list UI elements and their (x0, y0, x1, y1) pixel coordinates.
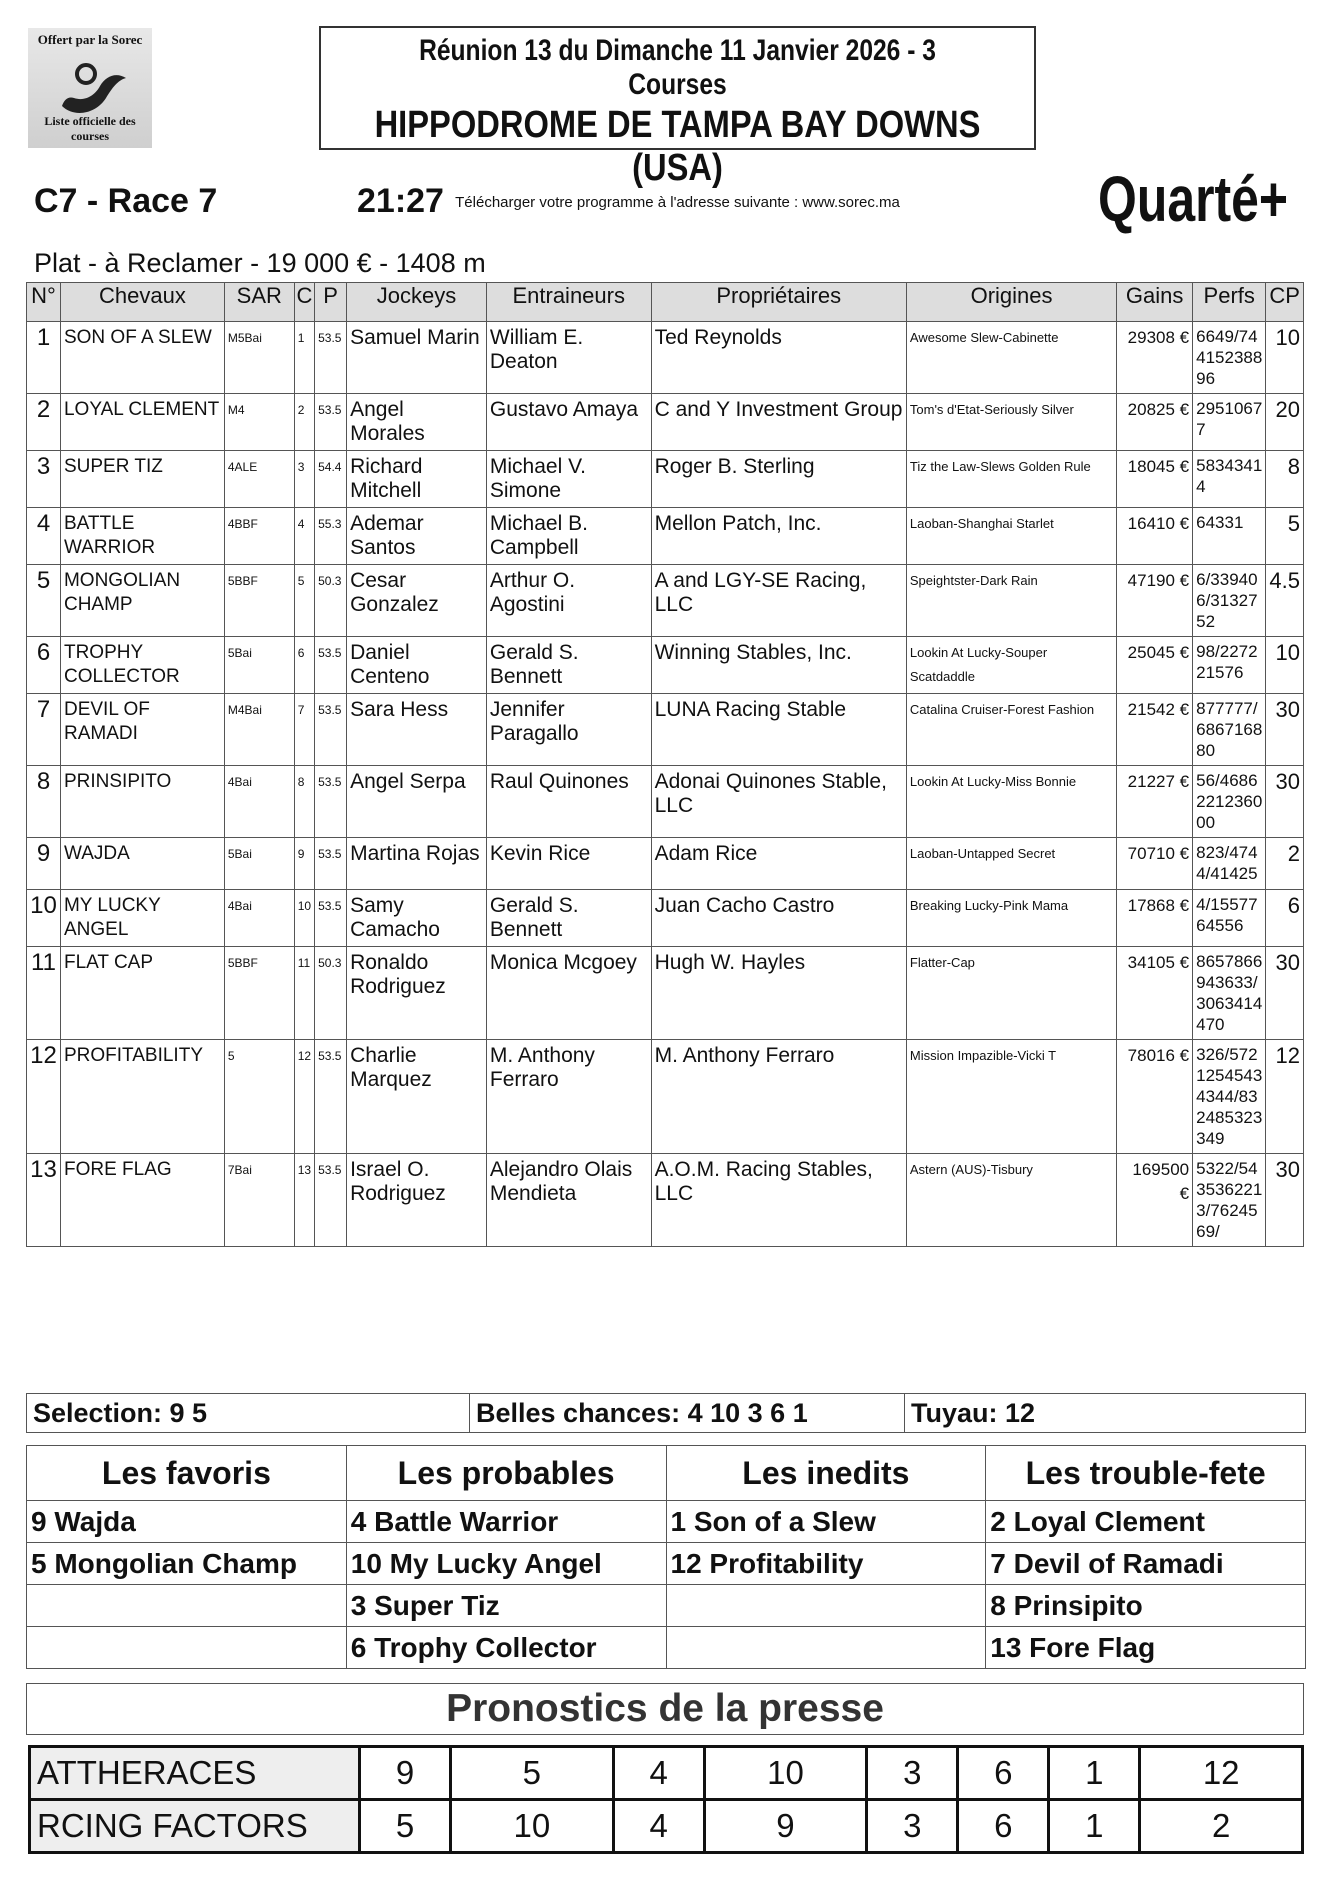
runner-row (27, 766, 1304, 838)
runner-sar: 5BBF (224, 947, 294, 1040)
runner-c: 3 (294, 451, 314, 508)
runner-row (27, 451, 1304, 508)
runner-gains: 34105 € (1117, 947, 1193, 1040)
runner-n: 6 (27, 637, 61, 694)
runner-gains: 47190 € (1117, 565, 1193, 637)
category-entry: 4 Battle Warrior (346, 1501, 666, 1543)
runner-jockey: Charlie Marquez (347, 1040, 487, 1154)
runner-owner: Juan Cacho Castro (651, 890, 906, 947)
runner-perfs: 6649/74 4152388 96 (1193, 322, 1266, 394)
runner-c: 7 (294, 694, 314, 766)
category-row (27, 1627, 1306, 1669)
runner-trainer: Monica Mcgoey (486, 947, 651, 1040)
runner-n: 2 (27, 394, 61, 451)
runner-owner: M. Anthony Ferraro (651, 1040, 906, 1154)
runner-gains: 78016 € (1117, 1040, 1193, 1154)
runner-cp: 8 (1266, 451, 1304, 508)
press-pick: 1 (1049, 1747, 1140, 1800)
runner-gains: 21542 € (1117, 694, 1193, 766)
runner-horse: WAJDA (60, 838, 224, 890)
runner-gains: 70710 € (1117, 838, 1193, 890)
runner-origins: Lookin At Lucky-Miss Bonnie (906, 766, 1116, 838)
bet-type: Quarté+ (1098, 163, 1289, 235)
runner-owner: Adonai Quinones Stable, LLC (651, 766, 906, 838)
category-row (27, 1501, 1306, 1543)
runner-c: 10 (294, 890, 314, 947)
runner-sar: 5Bai (224, 838, 294, 890)
categories-header-row (27, 1446, 1306, 1501)
runner-horse: PROFITABILITY (60, 1040, 224, 1154)
runner-p: 53.5 (315, 394, 347, 451)
category-entry: 1 Son of a Slew (666, 1501, 986, 1543)
category-entry (666, 1585, 986, 1627)
runner-gains: 21227 € (1117, 766, 1193, 838)
venue-title: HIPPODROME DE TAMPA BAY DOWNS (USA) (374, 104, 981, 189)
runner-trainer: M. Anthony Ferraro (486, 1040, 651, 1154)
runner-perfs: 877777/ 6867168 80 (1193, 694, 1266, 766)
runner-n: 9 (27, 838, 61, 890)
runner-c: 1 (294, 322, 314, 394)
runner-n: 10 (27, 890, 61, 947)
runner-n: 8 (27, 766, 61, 838)
runner-horse: FORE FLAG (60, 1154, 224, 1247)
press-pick: 10 (704, 1747, 867, 1800)
runner-perfs: 823/474 4/41425 (1193, 838, 1266, 890)
press-pick: 10 (451, 1800, 614, 1853)
runner-n: 5 (27, 565, 61, 637)
runner-p: 53.5 (315, 1040, 347, 1154)
runner-p: 53.5 (315, 766, 347, 838)
runner-origins: Breaking Lucky-Pink Mama (906, 890, 1116, 947)
runner-perfs: 6/33940 6/31327 52 (1193, 565, 1266, 637)
press-pick: 9 (704, 1800, 867, 1853)
runner-cp: 6 (1266, 890, 1304, 947)
column-header: P (315, 283, 347, 322)
runner-perfs: 56/4686 2212360 00 (1193, 766, 1266, 838)
runner-trainer: Gustavo Amaya (486, 394, 651, 451)
runner-owner: A.O.M. Racing Stables, LLC (651, 1154, 906, 1247)
runner-owner: C and Y Investment Group (651, 394, 906, 451)
runner-origins: Mission Impazible-Vicki T (906, 1040, 1116, 1154)
belles-chances: Belles chances: 4 10 3 6 1 (470, 1394, 905, 1432)
sorec-logo (28, 28, 152, 148)
runner-jockey: Samuel Marin (347, 322, 487, 394)
column-header: Propriétaires (651, 283, 906, 322)
press-pick: 6 (958, 1747, 1049, 1800)
runner-row (27, 394, 1304, 451)
runner-c: 12 (294, 1040, 314, 1154)
runner-cp: 5 (1266, 508, 1304, 565)
runner-sar: 7Bai (224, 1154, 294, 1247)
category-entry (666, 1627, 986, 1669)
runner-horse: MONGOLIAN CHAMP (60, 565, 224, 637)
table-header-row (27, 283, 1304, 322)
runner-origins: Lookin At Lucky-Souper Scatdaddle (906, 637, 1116, 694)
runner-trainer: Gerald S. Bennett (486, 890, 651, 947)
runner-jockey: Angel Serpa (347, 766, 487, 838)
category-entry: 3 Super Tiz (346, 1585, 666, 1627)
category-entry: 12 Profitability (666, 1543, 986, 1585)
press-pick: 6 (958, 1800, 1049, 1853)
press-pick: 1 (1049, 1800, 1140, 1853)
runner-p: 53.5 (315, 322, 347, 394)
runner-jockey: Martina Rojas (347, 838, 487, 890)
category-row (27, 1585, 1306, 1627)
runner-origins: Awesome Slew-Cabinette (906, 322, 1116, 394)
category-row (27, 1543, 1306, 1585)
race-code: C7 - Race 7 (34, 182, 218, 220)
column-header: C (294, 283, 314, 322)
press-pick: 3 (867, 1747, 958, 1800)
runner-sar: M5Bai (224, 322, 294, 394)
runner-origins: Tom's d'Etat-Seriously Silver (906, 394, 1116, 451)
column-header: Gains (1117, 283, 1193, 322)
runner-n: 7 (27, 694, 61, 766)
press-pick: 12 (1140, 1747, 1303, 1800)
runner-row (27, 947, 1304, 1040)
category-entry: 2 Loyal Clement (986, 1501, 1306, 1543)
runner-owner: Hugh W. Hayles (651, 947, 906, 1040)
runner-p: 53.5 (315, 637, 347, 694)
press-source: RCING FACTORS (30, 1800, 360, 1853)
runner-p: 53.5 (315, 694, 347, 766)
runner-sar: 5BBF (224, 565, 294, 637)
runner-jockey: Angel Morales (347, 394, 487, 451)
press-pick: 9 (360, 1747, 451, 1800)
runner-row (27, 322, 1304, 394)
runner-owner: Adam Rice (651, 838, 906, 890)
selection: Selection: 9 5 (27, 1394, 470, 1432)
runner-jockey: Cesar Gonzalez (347, 565, 487, 637)
runners-table (26, 282, 1304, 1247)
runner-trainer: Jennifer Paragallo (486, 694, 651, 766)
runner-owner: A and LGY-SE Racing, LLC (651, 565, 906, 637)
runner-trainer: Gerald S. Bennett (486, 637, 651, 694)
race-time: 21:27 (357, 182, 444, 220)
runner-jockey: Sara Hess (347, 694, 487, 766)
runner-row (27, 637, 1304, 694)
category-header: Les probables (346, 1446, 666, 1501)
runner-cp: 30 (1266, 694, 1304, 766)
category-entry: 8 Prinsipito (986, 1585, 1306, 1627)
runner-cp: 30 (1266, 766, 1304, 838)
runner-origins: Flatter-Cap (906, 947, 1116, 1040)
runner-origins: Catalina Cruiser-Forest Fashion (906, 694, 1116, 766)
runner-trainer: Arthur O. Agostini (486, 565, 651, 637)
column-header: Chevaux (60, 283, 224, 322)
category-entry: 7 Devil of Ramadi (986, 1543, 1306, 1585)
runner-n: 12 (27, 1040, 61, 1154)
runner-c: 2 (294, 394, 314, 451)
runner-sar: 5Bai (224, 637, 294, 694)
race-conditions: Plat - à Reclamer - 19 000 € - 1408 m (34, 248, 486, 278)
runner-p: 50.3 (315, 565, 347, 637)
press-row (30, 1747, 1303, 1800)
runner-c: 11 (294, 947, 314, 1040)
runner-row (27, 890, 1304, 947)
runner-trainer: Kevin Rice (486, 838, 651, 890)
press-source: ATTHERACES (30, 1747, 360, 1800)
runner-horse: TROPHY COLLECTOR (60, 637, 224, 694)
runner-origins: Tiz the Law-Slews Golden Rule (906, 451, 1116, 508)
runner-horse: DEVIL OF RAMADI (60, 694, 224, 766)
runner-sar: 4Bai (224, 890, 294, 947)
selection-bar (26, 1393, 1306, 1433)
runner-p: 55.3 (315, 508, 347, 565)
runner-cp: 30 (1266, 947, 1304, 1040)
runner-n: 13 (27, 1154, 61, 1247)
category-entry (27, 1627, 347, 1669)
runner-trainer: Michael V. Simone (486, 451, 651, 508)
press-pick: 2 (1140, 1800, 1303, 1853)
runner-trainer: Alejandro Olais Mendieta (486, 1154, 651, 1247)
runner-jockey: Richard Mitchell (347, 451, 487, 508)
runner-perfs: 5834341 4 (1193, 451, 1266, 508)
runner-perfs: 8657866 943633/ 3063414 470 (1193, 947, 1266, 1040)
runner-cp: 4.5 (1266, 565, 1304, 637)
column-header: Entraineurs (486, 283, 651, 322)
category-entry: 13 Fore Flag (986, 1627, 1306, 1669)
runner-trainer: Raul Quinones (486, 766, 651, 838)
press-pick: 3 (867, 1800, 958, 1853)
runner-gains: 169500 € (1117, 1154, 1193, 1247)
runner-sar: 4Bai (224, 766, 294, 838)
runner-perfs: 64331 (1193, 508, 1266, 565)
runner-c: 5 (294, 565, 314, 637)
runner-jockey: Israel O. Rodriguez (347, 1154, 487, 1247)
runner-sar: 4BBF (224, 508, 294, 565)
runner-origins: Laoban-Shanghai Starlet (906, 508, 1116, 565)
runner-c: 9 (294, 838, 314, 890)
runner-p: 50.3 (315, 947, 347, 1040)
runner-perfs: 98/2272 21576 (1193, 637, 1266, 694)
runner-row (27, 838, 1304, 890)
runner-cp: 30 (1266, 1154, 1304, 1247)
tuyau: Tuyau: 12 (911, 1398, 1036, 1428)
runner-gains: 16410 € (1117, 508, 1193, 565)
runner-n: 4 (27, 508, 61, 565)
runner-perfs: 4/15577 64556 (1193, 890, 1266, 947)
runner-origins: Astern (AUS)-Tisbury (906, 1154, 1116, 1247)
runner-jockey: Ronaldo Rodriguez (347, 947, 487, 1040)
category-entry: 10 My Lucky Angel (346, 1543, 666, 1585)
runner-p: 54.4 (315, 451, 347, 508)
runner-jockey: Ademar Santos (347, 508, 487, 565)
runner-perfs: 326/572 1254543 4344/83 2485323 349 (1193, 1040, 1266, 1154)
runner-c: 4 (294, 508, 314, 565)
category-header: Les favoris (27, 1446, 347, 1501)
category-entry: 9 Wajda (27, 1501, 347, 1543)
runner-horse: SON OF A SLEW (60, 322, 224, 394)
logo-bottom-text: Liste officielle des courses (44, 114, 136, 143)
runner-trainer: William E. Deaton (486, 322, 651, 394)
runner-horse: LOYAL CLEMENT (60, 394, 224, 451)
runner-cp: 2 (1266, 838, 1304, 890)
runner-horse: SUPER TIZ (60, 451, 224, 508)
runner-horse: PRINSIPITO (60, 766, 224, 838)
runner-p: 53.5 (315, 890, 347, 947)
runner-horse: BATTLE WARRIOR (60, 508, 224, 565)
runner-perfs: 5322/54 3536221 3/76245 69/ (1193, 1154, 1266, 1247)
runner-owner: Mellon Patch, Inc. (651, 508, 906, 565)
runner-trainer: Michael B. Campbell (486, 508, 651, 565)
runner-cp: 10 (1266, 637, 1304, 694)
runner-c: 6 (294, 637, 314, 694)
runner-origins: Laoban-Untapped Secret (906, 838, 1116, 890)
runner-owner: LUNA Racing Stable (651, 694, 906, 766)
runner-c: 8 (294, 766, 314, 838)
runner-jockey: Samy Camacho (347, 890, 487, 947)
categories-table (26, 1445, 1306, 1669)
category-header: Les inedits (666, 1446, 986, 1501)
download-note: Télécharger votre programme à l'adresse suivante : www.sorec.ma (455, 194, 900, 211)
runner-row (27, 1154, 1304, 1247)
runner-row (27, 694, 1304, 766)
press-pick: 5 (451, 1747, 614, 1800)
meeting-title: Réunion 13 du Dimanche 11 Janvier 2026 - 3 Courses (419, 34, 936, 101)
runner-sar: M4 (224, 394, 294, 451)
runner-p: 53.5 (315, 838, 347, 890)
category-header: Les trouble-fete (986, 1446, 1306, 1501)
press-pick: 4 (613, 1800, 704, 1853)
column-header: N° (27, 283, 61, 322)
column-header: CP (1266, 283, 1304, 322)
runner-gains: 25045 € (1117, 637, 1193, 694)
column-header: Jockeys (347, 283, 487, 322)
runner-horse: MY LUCKY ANGEL (60, 890, 224, 947)
runner-row (27, 508, 1304, 565)
runner-cp: 20 (1266, 394, 1304, 451)
category-entry: 5 Mongolian Champ (27, 1543, 347, 1585)
horse-emblem-icon (56, 58, 128, 120)
runner-n: 1 (27, 322, 61, 394)
column-header: Perfs (1193, 283, 1266, 322)
runner-sar: M4Bai (224, 694, 294, 766)
press-title: Pronostics de la presse (26, 1683, 1304, 1735)
category-entry: 6 Trophy Collector (346, 1627, 666, 1669)
runner-p: 53.5 (315, 1154, 347, 1247)
runner-perfs: 2951067 7 (1193, 394, 1266, 451)
press-row (30, 1800, 1303, 1853)
press-pick: 5 (360, 1800, 451, 1853)
runner-gains: 17868 € (1117, 890, 1193, 947)
runner-owner: Ted Reynolds (651, 322, 906, 394)
runner-horse: FLAT CAP (60, 947, 224, 1040)
runner-gains: 29308 € (1117, 322, 1193, 394)
logo-top-text: Offert par la Sorec (37, 32, 143, 47)
runner-cp: 10 (1266, 322, 1304, 394)
press-table (28, 1745, 1304, 1854)
runner-n: 3 (27, 451, 61, 508)
runner-n: 11 (27, 947, 61, 1040)
runner-c: 13 (294, 1154, 314, 1247)
runner-sar: 4ALE (224, 451, 294, 508)
runner-owner: Winning Stables, Inc. (651, 637, 906, 694)
runner-cp: 12 (1266, 1040, 1304, 1154)
runner-sar: 5 (224, 1040, 294, 1154)
runner-gains: 18045 € (1117, 451, 1193, 508)
runner-row (27, 1040, 1304, 1154)
column-header: SAR (224, 283, 294, 322)
runner-origins: Speightster-Dark Rain (906, 565, 1116, 637)
runner-gains: 20825 € (1117, 394, 1193, 451)
press-pick: 4 (613, 1747, 704, 1800)
category-entry (27, 1585, 347, 1627)
runner-row (27, 565, 1304, 637)
runner-jockey: Daniel Centeno (347, 637, 487, 694)
runner-owner: Roger B. Sterling (651, 451, 906, 508)
column-header: Origines (906, 283, 1116, 322)
